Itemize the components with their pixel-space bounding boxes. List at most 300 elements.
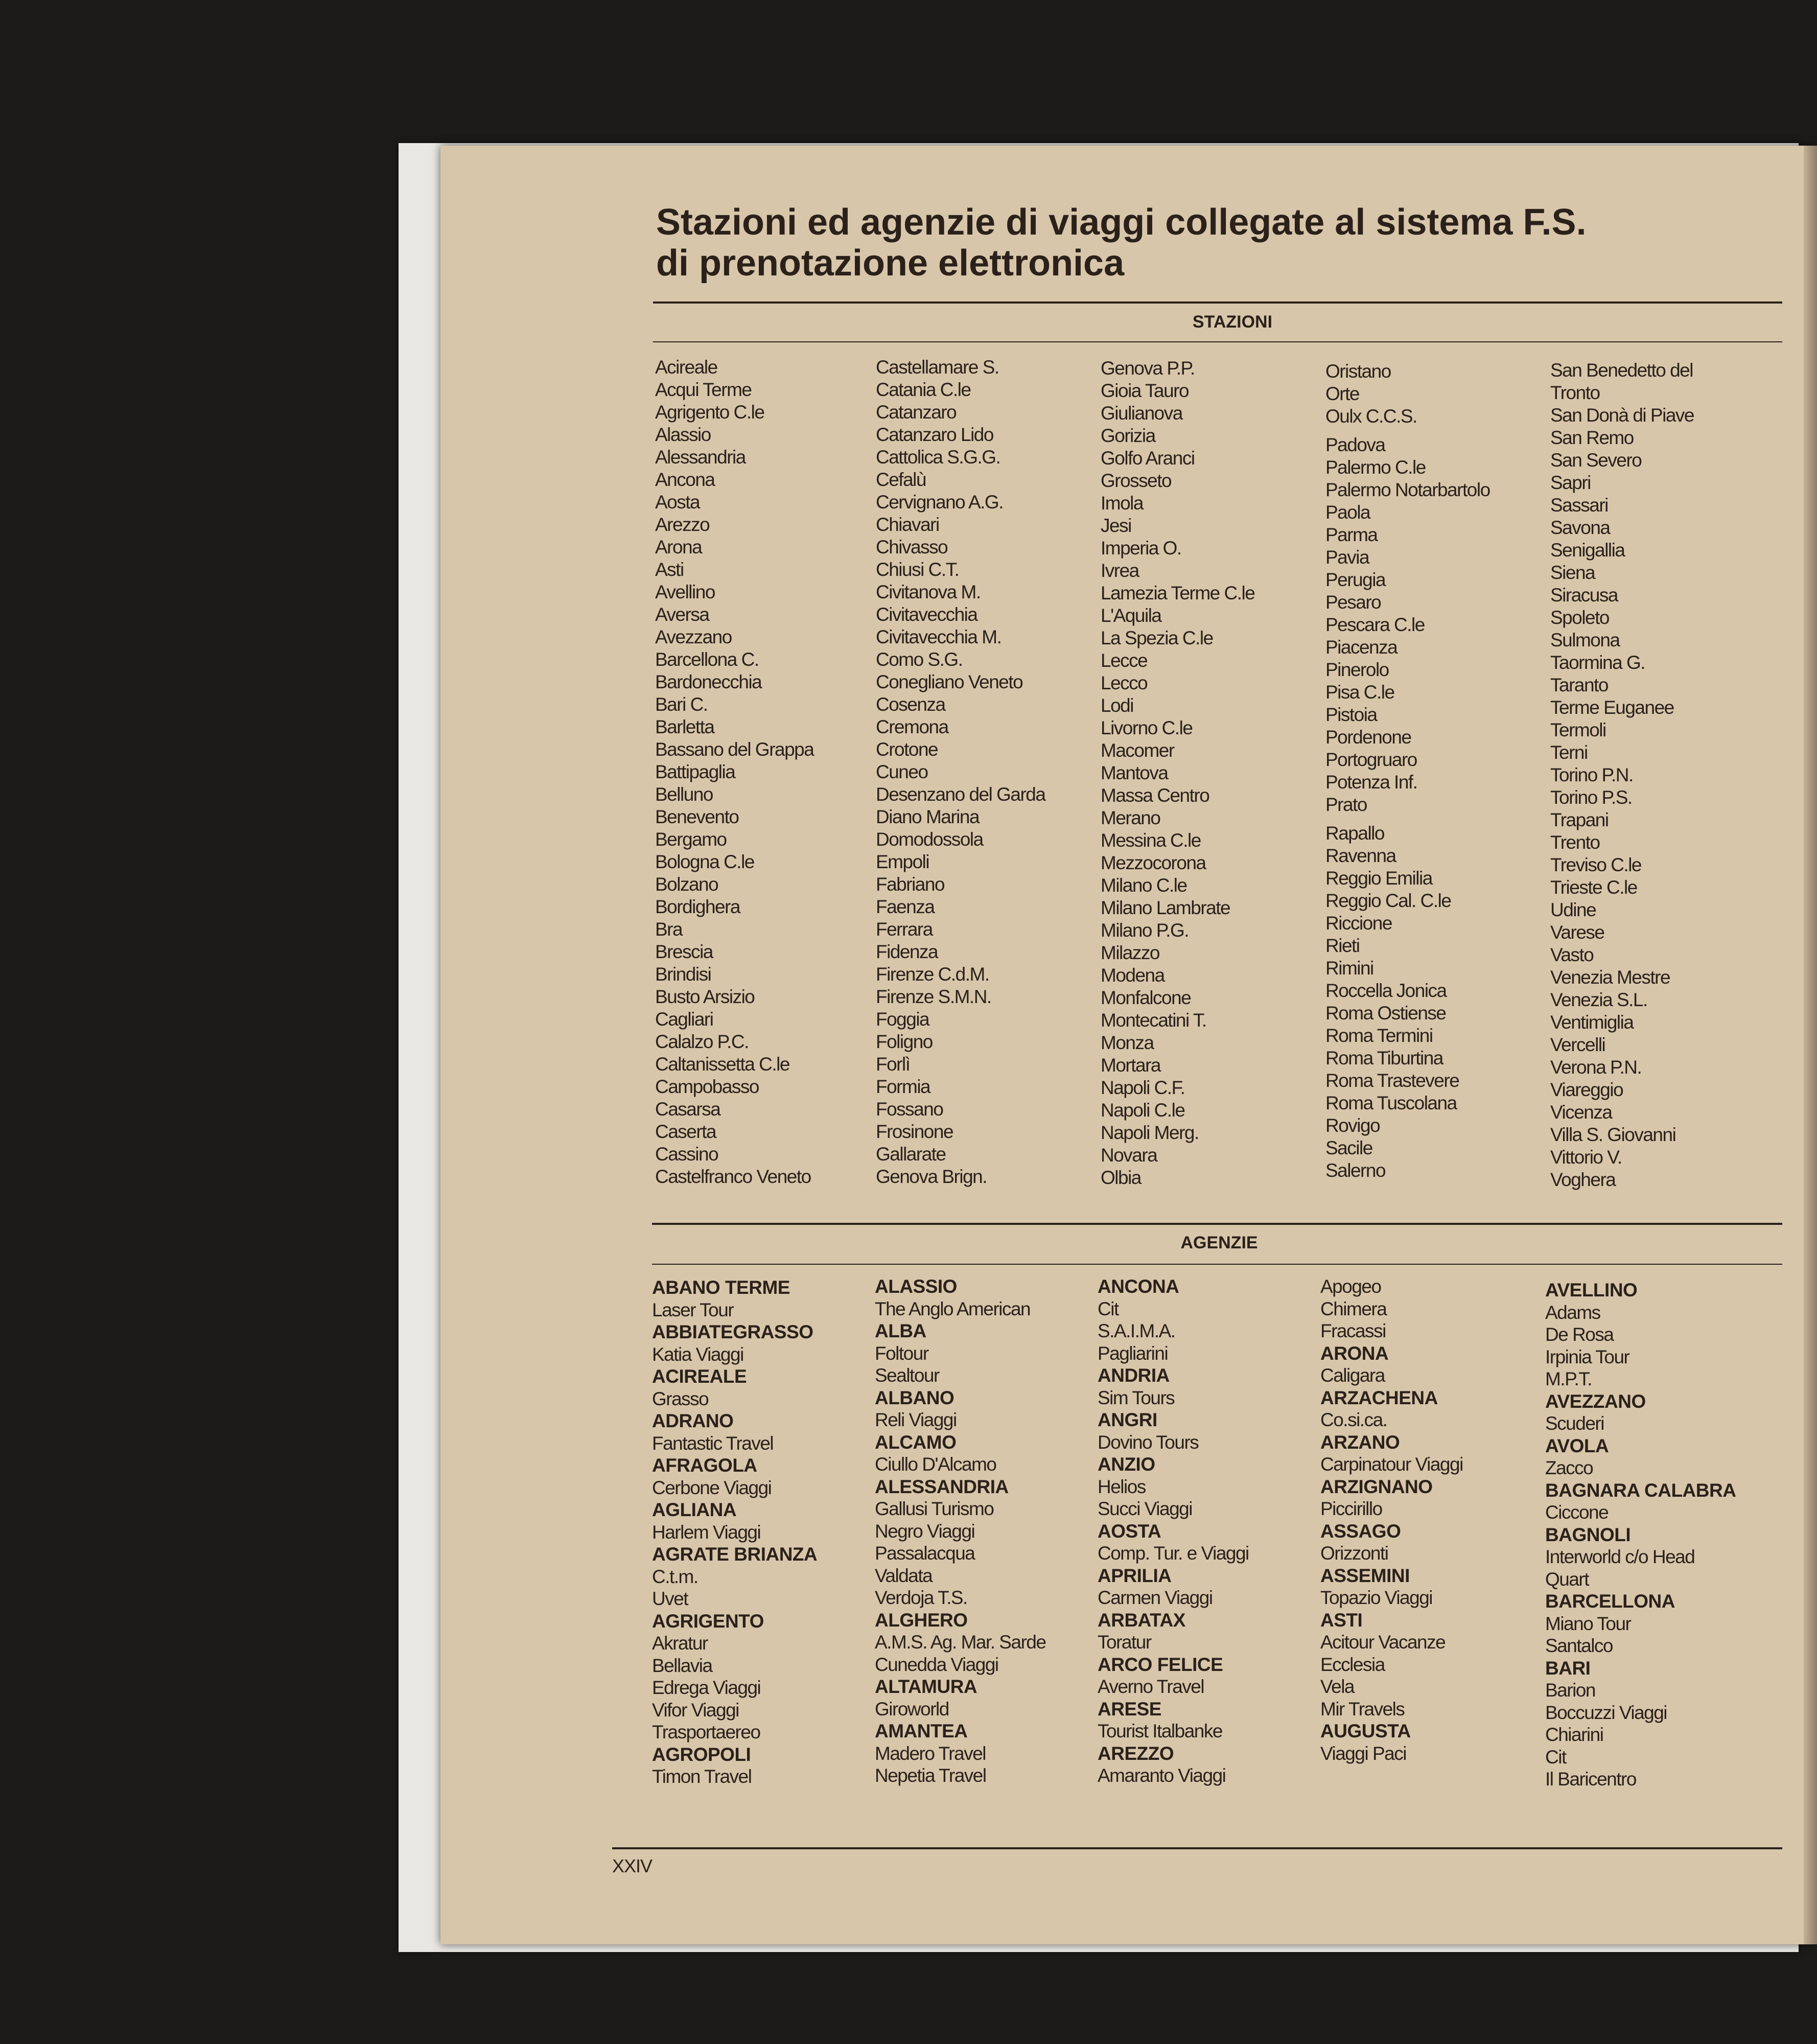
station-name: Oristano bbox=[1325, 361, 1391, 382]
agency-name: Apogeo bbox=[1320, 1276, 1381, 1297]
agency-city: ARZIGNANO bbox=[1320, 1476, 1433, 1497]
station-name: Napoli Merg. bbox=[1101, 1122, 1199, 1143]
station-name: Pisa C.le bbox=[1325, 682, 1394, 703]
agency-name: Gallusi Turismo bbox=[875, 1498, 994, 1519]
station-name: Catanzaro Lido bbox=[876, 424, 993, 445]
station-name: Reggio Emilia bbox=[1325, 868, 1432, 889]
station-name: Lodi bbox=[1101, 695, 1133, 716]
stazioni-column-1 bbox=[655, 356, 870, 1188]
station-name: Pordenone bbox=[1325, 727, 1411, 748]
station-name: Civitavecchia M. bbox=[876, 626, 1001, 647]
station-name: Palermo Notarbartolo bbox=[1325, 479, 1490, 500]
station-name: Sassari bbox=[1550, 495, 1608, 516]
agency-name: Sealtour bbox=[875, 1365, 939, 1386]
station-name: Tronto bbox=[1550, 382, 1600, 403]
stazioni-column-4 bbox=[1325, 360, 1545, 1182]
agency-name: Bellavia bbox=[652, 1655, 712, 1676]
station-name: Civitavecchia bbox=[876, 604, 977, 625]
agency-name: Madero Travel bbox=[875, 1743, 986, 1764]
station-name: Potenza Inf. bbox=[1325, 772, 1417, 793]
station-name: Napoli C.F. bbox=[1101, 1077, 1185, 1098]
agency-name: Valdata bbox=[875, 1565, 933, 1586]
station-name: Cattolica S.G.G. bbox=[876, 447, 1000, 468]
station-name: Frosinone bbox=[876, 1121, 953, 1142]
station-name: Portogruaro bbox=[1325, 749, 1417, 770]
stazioni-column-3 bbox=[1101, 357, 1320, 1189]
agency-name: Ciccone bbox=[1545, 1502, 1609, 1523]
station-name: Trapani bbox=[1550, 809, 1609, 830]
station-name: Oulx C.C.S. bbox=[1325, 406, 1417, 427]
agency-city: AGLIANA bbox=[652, 1499, 737, 1520]
agency-city: ARBATAX bbox=[1098, 1609, 1185, 1631]
agency-name: Katia Viaggi bbox=[652, 1343, 743, 1365]
station-name: Milano C.le bbox=[1101, 875, 1187, 896]
station-name: Vercelli bbox=[1550, 1034, 1605, 1055]
agency-name: Cit bbox=[1545, 1746, 1566, 1768]
agenzie-heading: AGENZIE bbox=[1180, 1233, 1258, 1252]
agency-city: ASTI bbox=[1320, 1609, 1363, 1631]
station-name: Genova P.P. bbox=[1101, 358, 1195, 379]
agency-name: Vela bbox=[1320, 1676, 1355, 1697]
agency-city: ALBA bbox=[875, 1320, 926, 1341]
station-name: Prato bbox=[1325, 794, 1367, 815]
station-name: Avellino bbox=[655, 582, 715, 602]
station-name: Battipaglia bbox=[655, 761, 735, 782]
station-name: Benevento bbox=[655, 806, 739, 827]
document-page bbox=[440, 146, 1817, 1944]
agency-name: Averno Travel bbox=[1098, 1676, 1204, 1697]
station-name: Monza bbox=[1101, 1032, 1154, 1053]
station-name: Roccella Jonica bbox=[1325, 980, 1447, 1001]
station-name: Ventimiglia bbox=[1550, 1012, 1634, 1033]
station-name: Fidenza bbox=[876, 941, 938, 962]
station-name: Jesi bbox=[1101, 515, 1131, 536]
agency-city: AVOLA bbox=[1545, 1435, 1609, 1456]
agency-name: Topazio Viaggi bbox=[1320, 1587, 1432, 1608]
station-name: Caserta bbox=[655, 1121, 716, 1142]
agency-name: Verdoja T.S. bbox=[875, 1587, 967, 1608]
station-name: Piacenza bbox=[1325, 637, 1397, 658]
agency-city: ARCO FELICE bbox=[1098, 1654, 1223, 1675]
station-name: Palermo C.le bbox=[1325, 457, 1426, 478]
agency-city: APRILIA bbox=[1098, 1565, 1172, 1586]
station-name: Orte bbox=[1325, 383, 1359, 404]
agency-city: ACIREALE bbox=[652, 1366, 747, 1387]
agency-name: M.P.T. bbox=[1545, 1368, 1592, 1389]
station-name: Massa Centro bbox=[1101, 785, 1209, 806]
agency-name: Zacco bbox=[1545, 1457, 1593, 1478]
station-name: Faenza bbox=[876, 896, 935, 917]
stazioni-heading: STAZIONI bbox=[1192, 312, 1273, 332]
station-name: Catania C.le bbox=[876, 379, 971, 400]
station-name: Aosta bbox=[655, 492, 700, 513]
station-name: Diano Marina bbox=[876, 806, 980, 827]
agency-name: Viaggi Paci bbox=[1320, 1743, 1406, 1764]
station-name: Taormina G. bbox=[1550, 652, 1645, 673]
agency-city: AGRATE BRIANZA bbox=[652, 1544, 818, 1565]
agency-name: Carmen Viaggi bbox=[1098, 1587, 1213, 1608]
agency-name: Fracassi bbox=[1320, 1320, 1386, 1341]
station-name: Arona bbox=[655, 537, 702, 558]
agency-name: Il Baricentro bbox=[1545, 1769, 1636, 1790]
station-name: Pescara C.le bbox=[1325, 614, 1425, 635]
station-name: Acireale bbox=[655, 357, 717, 378]
station-name: Gioia Tauro bbox=[1101, 380, 1189, 401]
agency-name: Trasportaereo bbox=[652, 1722, 760, 1743]
station-name: Ferrara bbox=[876, 919, 933, 940]
station-name: Golfo Aranci bbox=[1101, 448, 1195, 469]
station-name: Belluno bbox=[655, 784, 713, 805]
station-name: Formia bbox=[876, 1076, 930, 1097]
station-name: Fossano bbox=[876, 1099, 943, 1120]
station-name: Roma Tuscolana bbox=[1325, 1093, 1457, 1113]
station-name: Mortara bbox=[1101, 1055, 1160, 1076]
station-name: San Severo bbox=[1550, 450, 1642, 471]
agency-city: AVELLINO bbox=[1545, 1280, 1638, 1300]
station-name: Napoli C.le bbox=[1101, 1100, 1185, 1121]
page-spine-shadow bbox=[1804, 146, 1817, 1944]
spacer bbox=[1325, 816, 1545, 822]
station-name: Paola bbox=[1325, 502, 1370, 523]
agency-name: Co.si.ca. bbox=[1320, 1409, 1387, 1430]
station-name: Conegliano Veneto bbox=[876, 671, 1023, 692]
station-name: Rimini bbox=[1325, 958, 1373, 979]
agency-name: Ciullo D'Alcamo bbox=[875, 1454, 996, 1475]
station-name: Alassio bbox=[655, 424, 711, 445]
station-name: Ivrea bbox=[1101, 560, 1139, 581]
station-name: Gorizia bbox=[1101, 425, 1155, 446]
station-name: Castelfranco Veneto bbox=[655, 1166, 811, 1187]
station-name: Bologna C.le bbox=[655, 851, 754, 872]
agency-name: Irpinia Tour bbox=[1545, 1346, 1629, 1367]
station-name: Sulmona bbox=[1550, 630, 1620, 651]
station-name: Cefalù bbox=[876, 469, 926, 490]
station-name: Padova bbox=[1325, 434, 1385, 455]
agency-city: ARESE bbox=[1098, 1698, 1161, 1720]
station-name: Savona bbox=[1550, 517, 1610, 538]
station-name: Mantova bbox=[1101, 762, 1168, 783]
station-name: Roma Termini bbox=[1325, 1025, 1433, 1046]
station-name: Genova Brign. bbox=[876, 1166, 987, 1187]
agency-name: Scuderi bbox=[1545, 1413, 1604, 1434]
agency-name: Helios bbox=[1098, 1476, 1146, 1497]
agency-name: The Anglo American bbox=[875, 1298, 1031, 1319]
station-name: Venezia Mestre bbox=[1550, 967, 1670, 988]
agency-city: BARCELLONA bbox=[1545, 1591, 1675, 1612]
agenzie-top-rule bbox=[652, 1223, 1782, 1225]
agency-city: ARZACHENA bbox=[1320, 1387, 1438, 1408]
agency-name: Vifor Viaggi bbox=[652, 1699, 739, 1721]
station-name: Cassino bbox=[655, 1144, 718, 1165]
agency-city: ALESSANDRIA bbox=[875, 1476, 1009, 1497]
agenzie-column-1 bbox=[652, 1276, 872, 1788]
station-name: Agrigento C.le bbox=[655, 402, 764, 423]
station-name: Civitanova M. bbox=[876, 582, 981, 602]
station-name: Parma bbox=[1325, 524, 1378, 545]
agency-name: S.A.I.M.A. bbox=[1098, 1320, 1175, 1341]
station-name: Voghera bbox=[1550, 1169, 1616, 1190]
station-name: Lecce bbox=[1101, 650, 1148, 671]
station-name: Montecatini T. bbox=[1101, 1010, 1206, 1031]
stazioni-top-rule bbox=[653, 301, 1782, 304]
agency-name: Laser Tour bbox=[652, 1299, 734, 1320]
agency-name: A.M.S. Ag. Mar. Sarde bbox=[875, 1632, 1046, 1653]
station-name: Torino P.S. bbox=[1550, 787, 1632, 808]
station-name: Viareggio bbox=[1550, 1079, 1623, 1100]
station-name: Taranto bbox=[1550, 675, 1608, 695]
agency-name: Ecclesia bbox=[1320, 1654, 1385, 1675]
agency-name: Orizzonti bbox=[1320, 1543, 1388, 1564]
station-name: Modena bbox=[1101, 965, 1164, 986]
station-name: Trieste C.le bbox=[1550, 877, 1637, 898]
stazioni-bottom-rule bbox=[653, 341, 1782, 342]
agency-city: ANZIO bbox=[1098, 1454, 1155, 1475]
agency-name: Dovino Tours bbox=[1098, 1431, 1199, 1453]
station-name: Terni bbox=[1550, 742, 1588, 763]
agency-name: De Rosa bbox=[1545, 1324, 1614, 1345]
agency-name: Carpinatour Viaggi bbox=[1320, 1454, 1463, 1475]
station-name: Asti bbox=[655, 559, 684, 580]
station-name: Ravenna bbox=[1325, 845, 1396, 866]
title-line-1: Stazioni ed agenzie di viaggi collegate al sistema F.S. bbox=[656, 202, 1587, 243]
agency-city: AUGUSTA bbox=[1320, 1721, 1411, 1741]
station-name: Siracusa bbox=[1550, 585, 1618, 606]
station-name: Barcellona C. bbox=[655, 649, 759, 670]
station-name: Monfalcone bbox=[1101, 987, 1191, 1008]
station-name: Bordighera bbox=[655, 896, 740, 917]
station-name: Bolzano bbox=[655, 874, 718, 895]
station-name: Forlì bbox=[876, 1054, 910, 1075]
station-name: Salerno bbox=[1325, 1160, 1386, 1181]
agency-name: Passalacqua bbox=[875, 1543, 975, 1564]
station-name: Chiavari bbox=[876, 514, 939, 535]
station-name: Arezzo bbox=[655, 514, 710, 535]
station-name: Brescia bbox=[655, 941, 713, 962]
agency-name: Chiarini bbox=[1545, 1724, 1603, 1745]
station-name: Lamezia Terme C.le bbox=[1101, 583, 1255, 603]
station-name: Catanzaro bbox=[876, 402, 957, 423]
agenzie-bottom-rule bbox=[652, 1264, 1782, 1265]
station-name: Cagliari bbox=[655, 1009, 713, 1030]
station-name: Foggia bbox=[876, 1009, 929, 1030]
station-name: Caltanissetta C.le bbox=[655, 1054, 789, 1075]
station-name: Mezzocorona bbox=[1101, 852, 1206, 873]
station-name: Messina C.le bbox=[1101, 830, 1201, 851]
agency-city: ASSEMINI bbox=[1320, 1565, 1410, 1586]
agency-city: AOSTA bbox=[1098, 1520, 1161, 1542]
agency-city: ANCONA bbox=[1098, 1276, 1179, 1297]
station-name: Novara bbox=[1101, 1145, 1157, 1166]
agency-name: Giroworld bbox=[875, 1698, 949, 1720]
station-name: Milano P.G. bbox=[1101, 920, 1189, 941]
agenzie-column-4 bbox=[1320, 1275, 1545, 1764]
station-name: Vicenza bbox=[1550, 1102, 1612, 1123]
station-name: Pinerolo bbox=[1325, 659, 1389, 680]
agency-name: Foltour bbox=[875, 1342, 928, 1364]
page-title bbox=[656, 202, 1587, 284]
spacer bbox=[1325, 428, 1545, 434]
station-name: Siena bbox=[1550, 562, 1595, 583]
station-name: Pistoia bbox=[1325, 704, 1377, 725]
agency-city: ASSAGO bbox=[1320, 1520, 1401, 1542]
agency-name: Harlem Viaggi bbox=[652, 1521, 761, 1543]
station-name: Firenze S.M.N. bbox=[876, 986, 991, 1007]
station-name: Casarsa bbox=[655, 1099, 720, 1120]
station-name: Venezia S.L. bbox=[1550, 989, 1647, 1010]
station-name: Avezzano bbox=[655, 626, 732, 647]
station-name: Villa S. Giovanni bbox=[1550, 1124, 1676, 1145]
agency-name: Succi Viaggi bbox=[1098, 1498, 1192, 1519]
title-line-2: di prenotazione elettronica bbox=[656, 243, 1125, 284]
agency-name: Adams bbox=[1545, 1302, 1600, 1323]
agenzie-column-2 bbox=[875, 1275, 1094, 1787]
station-name: Bassano del Grappa bbox=[655, 739, 814, 760]
agency-name: Negro Viaggi bbox=[875, 1520, 975, 1542]
station-name: Roma Trastevere bbox=[1325, 1070, 1459, 1091]
agency-name: Toratur bbox=[1098, 1632, 1151, 1653]
station-name: Como S.G. bbox=[876, 649, 963, 670]
station-name: La Spezia C.le bbox=[1101, 628, 1213, 648]
station-name: Imperia O. bbox=[1101, 538, 1181, 559]
agency-city: AGRIGENTO bbox=[652, 1610, 764, 1632]
station-name: Foligno bbox=[876, 1031, 933, 1052]
agency-name: Piccirillo bbox=[1320, 1498, 1382, 1519]
station-name: L'Aquila bbox=[1101, 605, 1161, 626]
station-name: Pavia bbox=[1325, 547, 1369, 568]
station-name: Brindisi bbox=[655, 964, 711, 985]
station-name: Spoleto bbox=[1550, 607, 1609, 628]
station-name: Lecco bbox=[1101, 672, 1148, 693]
station-name: San Donà di Piave bbox=[1550, 405, 1694, 426]
station-name: Vasto bbox=[1550, 944, 1594, 965]
station-name: Ancona bbox=[655, 469, 715, 490]
station-name: Cremona bbox=[876, 716, 948, 737]
agency-name: Uvet bbox=[652, 1588, 688, 1609]
station-name: Cosenza bbox=[876, 694, 945, 715]
agency-city: ALGHERO bbox=[875, 1609, 968, 1631]
station-name: Giulianova bbox=[1101, 403, 1182, 424]
agency-city: BAGNARA CALABRA bbox=[1545, 1479, 1736, 1501]
agency-name: Barion bbox=[1545, 1680, 1595, 1701]
agency-name: Amaranto Viaggi bbox=[1098, 1765, 1226, 1786]
station-name: Termoli bbox=[1550, 719, 1606, 740]
agency-name: Timon Travel bbox=[652, 1766, 752, 1787]
station-name: San Remo bbox=[1550, 427, 1634, 448]
station-name: Reggio Cal. C.le bbox=[1325, 890, 1451, 911]
station-name: Senigallia bbox=[1550, 540, 1625, 561]
agency-name: C.t.m. bbox=[652, 1566, 698, 1587]
agency-city: BARI bbox=[1545, 1657, 1591, 1679]
station-name: San Benedetto del bbox=[1550, 360, 1693, 381]
station-name: Riccione bbox=[1325, 913, 1392, 934]
agency-city: ANGRI bbox=[1098, 1409, 1157, 1430]
station-name: Rieti bbox=[1325, 935, 1360, 956]
agency-name: Reli Viaggi bbox=[875, 1409, 957, 1430]
station-name: Gallarate bbox=[876, 1144, 946, 1165]
station-name: Bari C. bbox=[655, 694, 708, 715]
agency-city: ALTAMURA bbox=[875, 1676, 977, 1697]
station-name: Treviso C.le bbox=[1550, 854, 1642, 875]
agency-name: Interworld c/o Head bbox=[1545, 1546, 1695, 1567]
agency-city: AVEZZANO bbox=[1545, 1390, 1646, 1412]
station-name: Bardonecchia bbox=[655, 671, 762, 692]
station-name: Busto Arsizio bbox=[655, 986, 755, 1007]
agency-name: Acitour Vacanze bbox=[1320, 1632, 1446, 1653]
station-name: Vittorio V. bbox=[1550, 1147, 1622, 1168]
station-name: Terme Euganee bbox=[1550, 697, 1674, 718]
station-name: Imola bbox=[1101, 493, 1143, 514]
station-name: Varese bbox=[1550, 922, 1604, 943]
station-name: Udine bbox=[1550, 899, 1596, 920]
agency-name: Mir Travels bbox=[1320, 1698, 1405, 1720]
agency-city: ALBANO bbox=[875, 1387, 954, 1408]
station-name: Milazzo bbox=[1101, 942, 1159, 963]
station-name: Campobasso bbox=[655, 1076, 759, 1097]
station-name: Calalzo P.C. bbox=[655, 1031, 749, 1052]
stazioni-column-2 bbox=[876, 356, 1096, 1188]
agenzie-column-5 bbox=[1545, 1279, 1780, 1791]
station-name: Sapri bbox=[1550, 472, 1591, 493]
agency-name: Cit bbox=[1098, 1298, 1119, 1319]
station-name: Chiusi C.T. bbox=[876, 559, 959, 580]
agency-name: Sim Tours bbox=[1098, 1387, 1175, 1408]
station-name: Milano Lambrate bbox=[1101, 897, 1230, 918]
agency-name: Santalco bbox=[1545, 1635, 1613, 1656]
station-name: Chivasso bbox=[876, 537, 948, 558]
station-name: Bergamo bbox=[655, 829, 727, 850]
agency-name: Grasso bbox=[652, 1388, 709, 1409]
station-name: Cuneo bbox=[876, 761, 928, 782]
agency-name: Caligara bbox=[1320, 1365, 1385, 1386]
station-name: Fabriano bbox=[876, 874, 945, 895]
station-name: Trento bbox=[1550, 832, 1600, 853]
station-name: Alessandria bbox=[655, 447, 746, 468]
station-name: Bra bbox=[655, 919, 683, 940]
agency-city: ALASSIO bbox=[875, 1276, 957, 1297]
agency-city: AGROPOLI bbox=[652, 1744, 751, 1765]
station-name: Sacile bbox=[1325, 1137, 1372, 1158]
station-name: Crotone bbox=[876, 739, 938, 760]
station-name: Merano bbox=[1101, 807, 1160, 828]
agency-name: Akratur bbox=[652, 1633, 708, 1654]
agency-city: ADRANO bbox=[652, 1410, 734, 1431]
page-number: XXIV bbox=[612, 1855, 653, 1876]
station-name: Grosseto bbox=[1101, 470, 1172, 491]
agency-city: AFRAGOLA bbox=[652, 1455, 757, 1476]
station-name: Acqui Terme bbox=[655, 379, 752, 400]
station-name: Desenzano del Garda bbox=[876, 784, 1045, 805]
footer-rule bbox=[612, 1847, 1782, 1849]
station-name: Castellamare S. bbox=[876, 357, 999, 378]
agency-name: Comp. Tur. e Viaggi bbox=[1098, 1543, 1249, 1564]
station-name: Verona P.N. bbox=[1550, 1057, 1642, 1078]
station-name: Rovigo bbox=[1325, 1115, 1380, 1136]
agency-name: Quart bbox=[1545, 1568, 1589, 1590]
agency-name: Boccuzzi Viaggi bbox=[1545, 1702, 1667, 1723]
agency-name: Chimera bbox=[1320, 1298, 1387, 1319]
stazioni-column-5 bbox=[1550, 359, 1775, 1191]
station-name: Roma Tiburtina bbox=[1325, 1048, 1443, 1069]
agency-city: ARONA bbox=[1320, 1342, 1389, 1364]
station-name: Barletta bbox=[655, 716, 714, 737]
agency-name: Miano Tour bbox=[1545, 1613, 1631, 1634]
agency-city: ANDRIA bbox=[1098, 1365, 1170, 1386]
agency-name: Pagliarini bbox=[1098, 1342, 1168, 1364]
station-name: Firenze C.d.M. bbox=[876, 964, 989, 985]
agency-city: AREZZO bbox=[1098, 1743, 1174, 1764]
agency-city: ARZANO bbox=[1320, 1431, 1400, 1453]
agency-name: Fantastic Travel bbox=[652, 1432, 774, 1454]
